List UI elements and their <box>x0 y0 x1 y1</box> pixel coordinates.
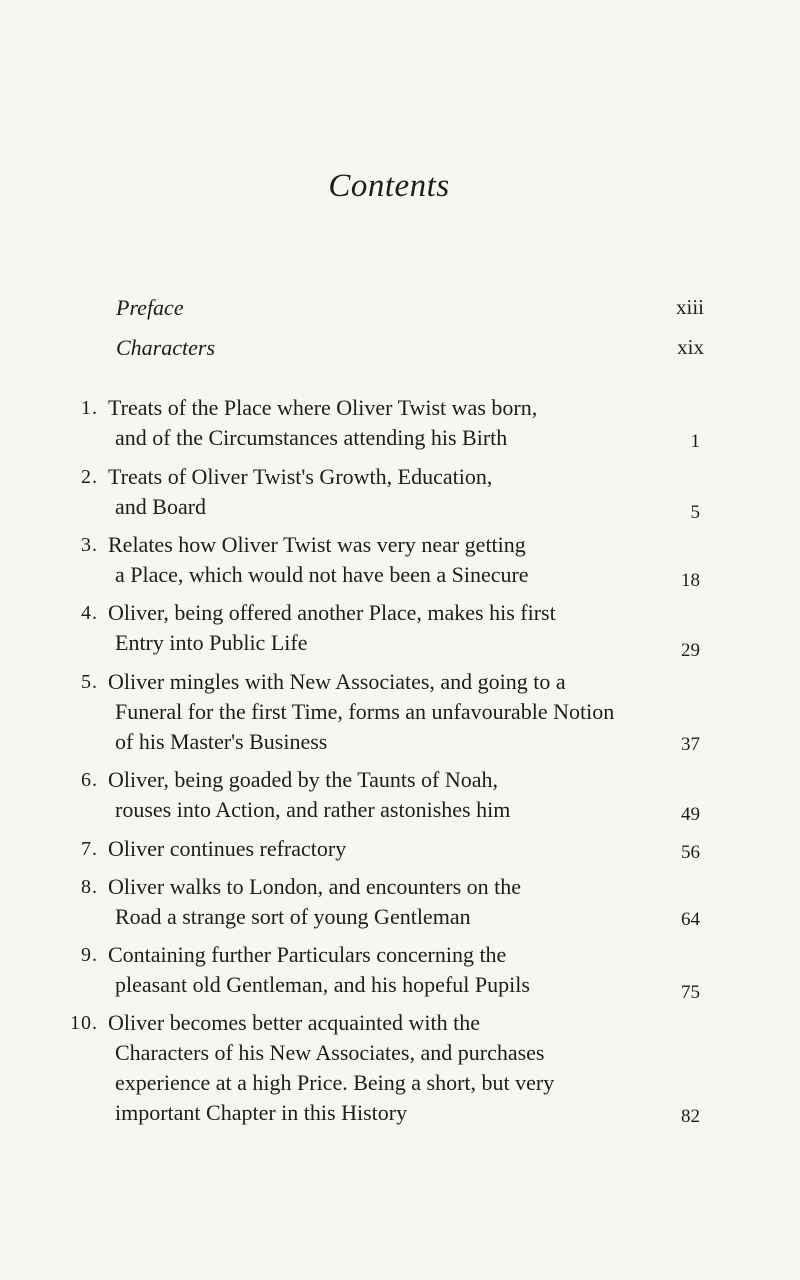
chapter-title-line: Entry into Public Life <box>115 630 308 655</box>
chapter-title <box>108 667 614 757</box>
chapter-title-line: and Board <box>115 494 207 519</box>
chapter-title-line: rouses into Action, and rather astonishes him <box>115 797 511 822</box>
chapter-title-line: pleasant old Gentleman, and his hopeful Pupils <box>115 972 530 997</box>
chapter-title-line: Oliver, being goaded by the Taunts of Noah, <box>108 767 499 792</box>
chapter-title <box>108 872 521 932</box>
chapter-title-line: of his Master's Business <box>115 729 328 754</box>
chapter-title-line: Relates how Oliver Twist was very near getting <box>108 532 526 557</box>
chapter-page-number: 37 <box>681 734 700 755</box>
chapter-title <box>108 1008 554 1128</box>
chapter-title-line: Funeral for the first Time, forms an unfavourable Notion <box>115 699 615 724</box>
chapter-title-line: Treats of Oliver Twist's Growth, Education, <box>108 464 493 489</box>
chapter-page-number: 1 <box>690 431 700 452</box>
chapter-title-line: Treats of the Place where Oliver Twist was born, <box>108 395 538 420</box>
chapter-title-line: Road a strange sort of young Gentleman <box>115 904 471 929</box>
chapter-number: 8. <box>81 876 98 898</box>
chapter-title <box>108 940 530 1000</box>
chapter-title <box>108 598 556 658</box>
chapter-title <box>108 765 510 825</box>
toc-front-label: Characters <box>116 335 215 360</box>
chapter-title-line: a Place, which would not have been a Sinecure <box>115 562 529 587</box>
chapter-number: 10. <box>70 1012 98 1034</box>
toc-front-item-preface[interactable] <box>116 295 704 325</box>
toc-front-page-number: xiii <box>675 295 704 319</box>
chapter-title <box>108 834 346 864</box>
chapter-page-number: 49 <box>681 804 700 825</box>
chapter-page-number: 29 <box>681 640 700 661</box>
toc-front-label: Preface <box>116 295 184 320</box>
chapter-title-line: important Chapter in this History <box>115 1100 408 1125</box>
chapter-title-line: Oliver mingles with New Associates, and going to a <box>108 669 566 694</box>
chapter-page-number: 18 <box>681 570 700 591</box>
toc-front-item-characters[interactable] <box>116 335 704 365</box>
chapter-title <box>108 462 492 522</box>
chapter-title <box>108 393 537 453</box>
chapter-title-line: Characters of his New Associates, and purchases <box>115 1040 545 1065</box>
chapter-page-number: 82 <box>681 1106 700 1127</box>
chapter-title-line: Oliver, being offered another Place, makes his first <box>108 600 556 625</box>
chapter-title-line: Oliver becomes better acquainted with the <box>108 1010 481 1035</box>
chapter-page-number: 5 <box>690 502 700 523</box>
chapter-number: 1. <box>81 397 98 419</box>
chapter-page-number: 75 <box>681 982 700 1003</box>
chapter-title-line: and of the Circumstances attending his Birth <box>115 425 508 450</box>
chapter-title-line: Oliver continues refractory <box>108 836 347 861</box>
chapter-number: 5. <box>81 671 98 693</box>
chapter-number: 7. <box>81 838 98 860</box>
chapter-title-line: experience at a high Price. Being a short, but very <box>115 1070 555 1095</box>
chapter-number: 2. <box>81 466 98 488</box>
chapter-title-line: Oliver walks to London, and encounters on the <box>108 874 522 899</box>
toc-front-page-number: xix <box>677 335 704 359</box>
chapter-title-line: Containing further Particulars concerning the <box>108 942 507 967</box>
chapter-page-number: 64 <box>681 909 700 930</box>
chapter-title <box>108 530 529 590</box>
chapter-page-number: 56 <box>681 842 700 863</box>
page-title: Contents <box>328 168 450 204</box>
chapter-number: 3. <box>81 534 98 556</box>
chapter-number: 4. <box>81 602 98 624</box>
chapter-number: 6. <box>81 769 98 791</box>
chapter-number: 9. <box>81 944 98 966</box>
